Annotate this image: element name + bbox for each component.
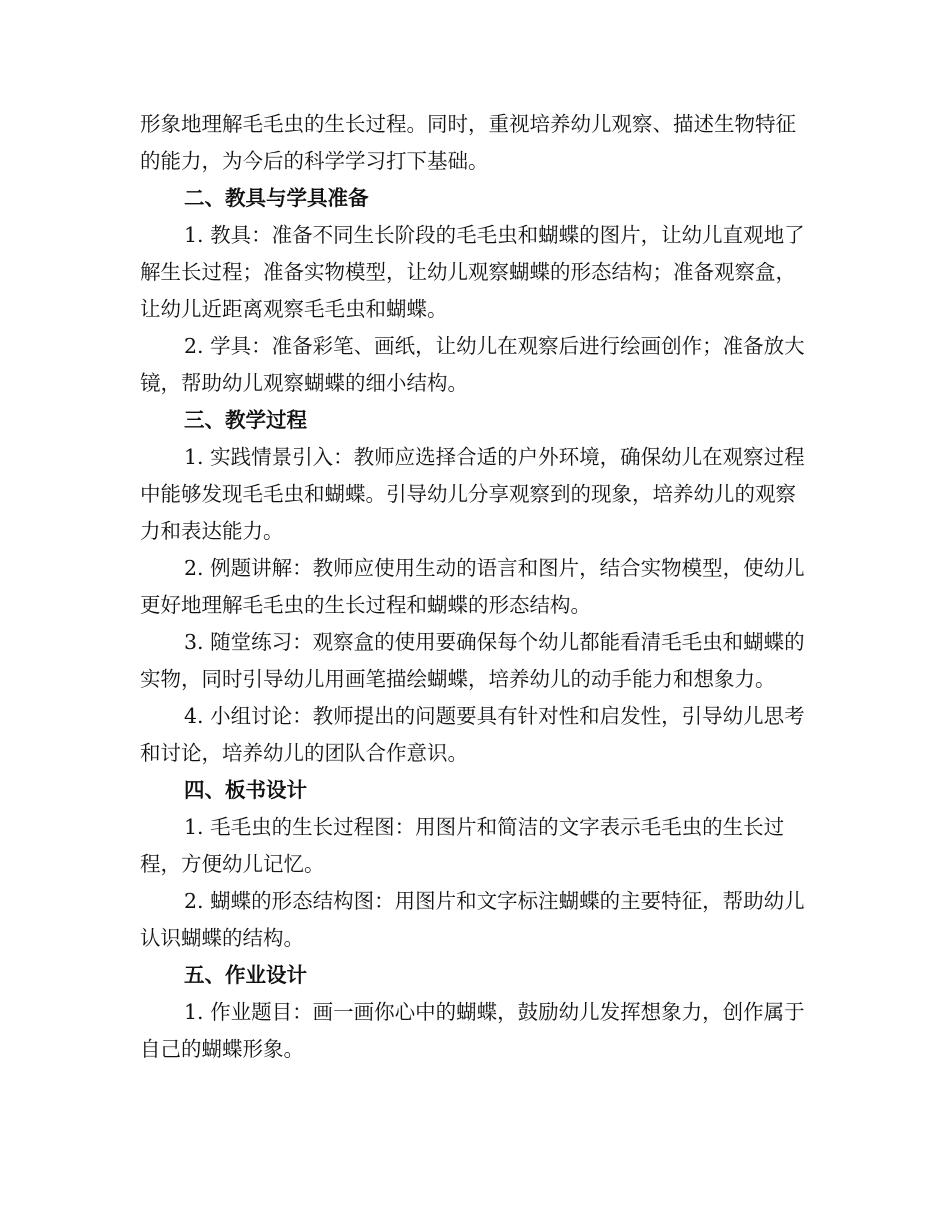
section-heading-materials: 二、教具与学具准备 bbox=[184, 186, 369, 210]
document-body bbox=[140, 106, 810, 1068]
paragraph-learning-tools: 2. 学具：准备彩笔、画纸，让幼儿在观察后进行绘画创作；准备放大镜，帮助幼儿观察蝴蝶的细小结构。 bbox=[140, 334, 805, 395]
paragraph-class-practice: 3. 随堂练习：观察盒的使用要确保每个幼儿都能看清毛毛虫和蝴蝶的实物，同时引导幼儿用画笔描绘蝴蝶，培养幼儿的动手能力和想象力。 bbox=[140, 630, 805, 691]
paragraph-teaching-aids: 1. 教具：准备不同生长阶段的毛毛虫和蝴蝶的图片，让幼儿直观地了解生长过程；准备实物模型，让幼儿观察蝴蝶的形态结构；准备观察盒，让幼儿近距离观察毛毛虫和蝴蝶。 bbox=[140, 223, 805, 321]
section-heading-homework: 五、作业设计 bbox=[184, 963, 307, 987]
paragraph-growth-diagram: 1. 毛毛虫的生长过程图：用图片和简洁的文字表示毛毛虫的生长过程，方便幼儿记忆。 bbox=[140, 815, 785, 876]
intro-continuation-paragraph: 形象地理解毛毛虫的生长过程。同时，重视培养幼儿观察、描述生物特征的能力，为今后的科学学习打下基础。 bbox=[140, 112, 796, 173]
paragraph-example-explanation: 2. 例题讲解：教师应使用生动的语言和图片，结合实物模型，使幼儿更好地理解毛毛虫的生长过程和蝴蝶的形态结构。 bbox=[140, 556, 805, 617]
paragraph-homework-topic: 1. 作业题目：画一画你心中的蝴蝶，鼓励幼儿发挥想象力，创作属于自己的蝴蝶形象。 bbox=[140, 1000, 805, 1061]
paragraph-structure-diagram: 2. 蝴蝶的形态结构图：用图片和文字标注蝴蝶的主要特征，帮助幼儿认识蝴蝶的结构。 bbox=[140, 889, 805, 950]
paragraph-group-discussion: 4. 小组讨论：教师提出的问题要具有针对性和启发性，引导幼儿思考和讨论，培养幼儿的团队合作意识。 bbox=[140, 704, 805, 765]
section-heading-board-design: 四、板书设计 bbox=[184, 778, 307, 802]
section-heading-process: 三、教学过程 bbox=[184, 408, 307, 432]
paragraph-scene-intro: 1. 实践情景引入：教师应选择合适的户外环境，确保幼儿在观察过程中能够发现毛毛虫和蝴蝶。引导幼儿分享观察到的现象，培养幼儿的观察力和表达能力。 bbox=[140, 445, 805, 543]
